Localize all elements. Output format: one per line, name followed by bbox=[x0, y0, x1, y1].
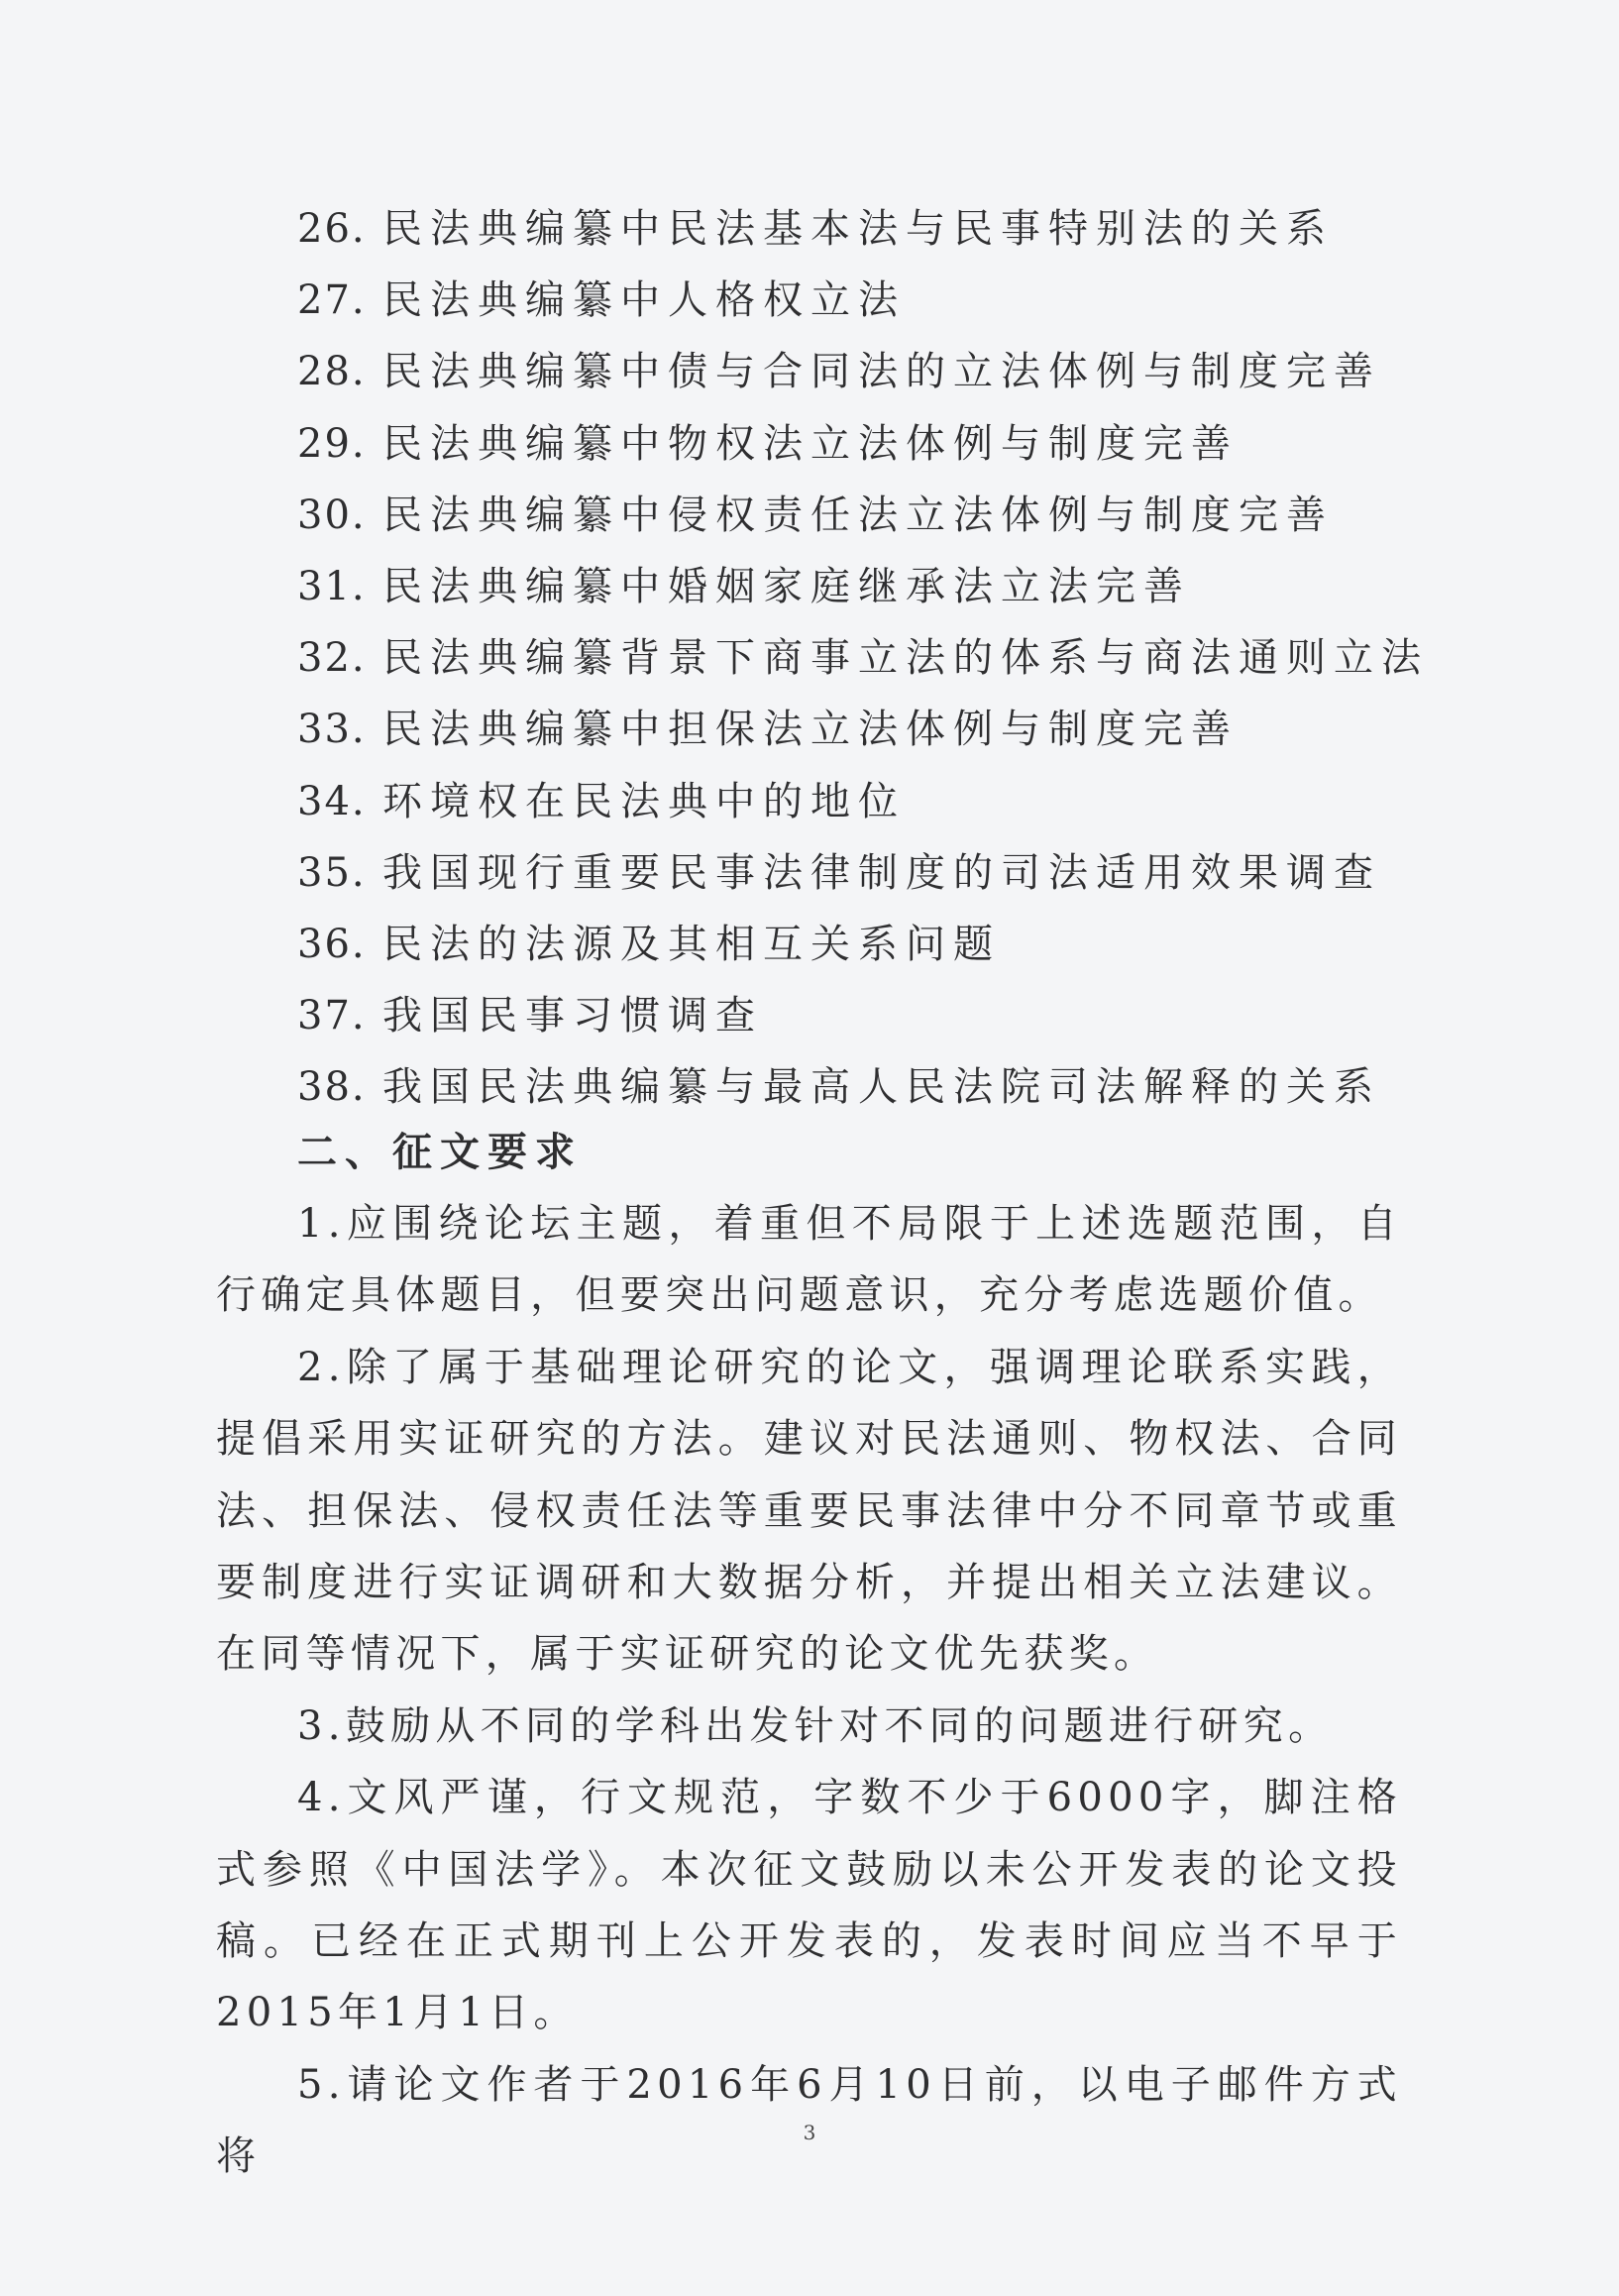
topic-number: 35. bbox=[297, 849, 367, 896]
topic-text: 我国现行重要民事法律制度的司法适用效果调查 bbox=[382, 849, 1381, 896]
topic-text: 民法典编纂中民法基本法与民事特别法的关系 bbox=[382, 206, 1334, 252]
requirement-paragraph: 5.请论文作者于2016年6月10日前，以电子邮件方式将 bbox=[216, 2061, 1402, 2180]
topic-number: 37. bbox=[297, 993, 367, 1039]
list-item bbox=[297, 622, 1437, 694]
list-item bbox=[297, 1051, 1437, 1123]
topic-text: 民法的法源及其相互关系问题 bbox=[382, 921, 1001, 967]
list-item bbox=[297, 551, 1437, 622]
list-item bbox=[297, 837, 1437, 909]
requirements-section bbox=[216, 1188, 1402, 2193]
topic-number: 33. bbox=[297, 707, 367, 753]
section-heading: 二、征文要求 bbox=[297, 1129, 583, 1175]
list-item bbox=[297, 980, 1437, 1051]
topic-text: 民法典编纂背景下商事立法的体系与商法通则立法 bbox=[382, 635, 1429, 682]
topic-number: 34. bbox=[297, 778, 367, 824]
topic-text: 民法典编纂中物权法立法体例与制度完善 bbox=[382, 420, 1239, 467]
list-item bbox=[297, 909, 1437, 980]
list-item bbox=[297, 480, 1437, 551]
requirement-paragraph: 1.应围绕论坛主题，着重但不局限于上述选题范围，自行确定具体题目，但要突出问题意识，充分考虑选题价值。 bbox=[216, 1201, 1402, 1319]
topic-text: 民法典编纂中人格权立法 bbox=[382, 277, 906, 324]
topic-text: 我国民事习惯调查 bbox=[382, 993, 763, 1039]
topic-text: 民法典编纂中婚姻家庭继承法立法完善 bbox=[382, 563, 1191, 609]
topic-text: 民法典编纂中担保法立法体例与制度完善 bbox=[382, 707, 1239, 753]
list-item bbox=[297, 193, 1437, 265]
topic-number: 38. bbox=[297, 1064, 367, 1111]
topic-number: 31. bbox=[297, 563, 367, 609]
list-item bbox=[297, 336, 1437, 407]
list-item bbox=[297, 694, 1437, 765]
requirement-paragraph: 4.文风严谨，行文规范，字数不少于6000字，脚注格式参照《中国法学》。本次征文鼓励以未公开发表的论文投稿。已经在正式期刊上公开发表的，发表时间应当不早于2015年1月1日。 bbox=[216, 1775, 1402, 2036]
topic-number: 36. bbox=[297, 921, 367, 967]
requirement-paragraph: 2.除了属于基础理论研究的论文，强调理论联系实践，提倡采用实证研究的方法。建议对民法通则、物权法、合同法、担保法、侵权责任法等重要民事法律中分不同章节或重要制度进行实证调研和大数据分析，并提出相关立法建议。在同等情况下，属于实证研究的论文优先获奖。 bbox=[216, 1344, 1402, 1678]
topic-text: 环境权在民法典中的地位 bbox=[382, 778, 906, 824]
topic-text: 民法典编纂中侵权责任法立法体例与制度完善 bbox=[382, 492, 1334, 538]
topic-number: 26. bbox=[297, 206, 367, 252]
page-number: 3 bbox=[803, 2121, 816, 2144]
list-item bbox=[297, 766, 1437, 837]
requirement-paragraph: 3.鼓励从不同的学科出发针对不同的问题进行研究。 bbox=[297, 1702, 1334, 1749]
topic-number: 27. bbox=[297, 277, 367, 324]
topic-list bbox=[297, 193, 1437, 1123]
list-item bbox=[297, 265, 1437, 336]
topic-number: 30. bbox=[297, 492, 367, 538]
topic-text: 民法典编纂中债与合同法的立法体例与制度完善 bbox=[382, 349, 1381, 395]
topic-text: 我国民法典编纂与最高人民法院司法解释的关系 bbox=[382, 1064, 1381, 1111]
topic-number: 32. bbox=[297, 635, 367, 682]
list-item bbox=[297, 408, 1437, 480]
topic-number: 28. bbox=[297, 349, 367, 395]
topic-number: 29. bbox=[297, 420, 367, 467]
